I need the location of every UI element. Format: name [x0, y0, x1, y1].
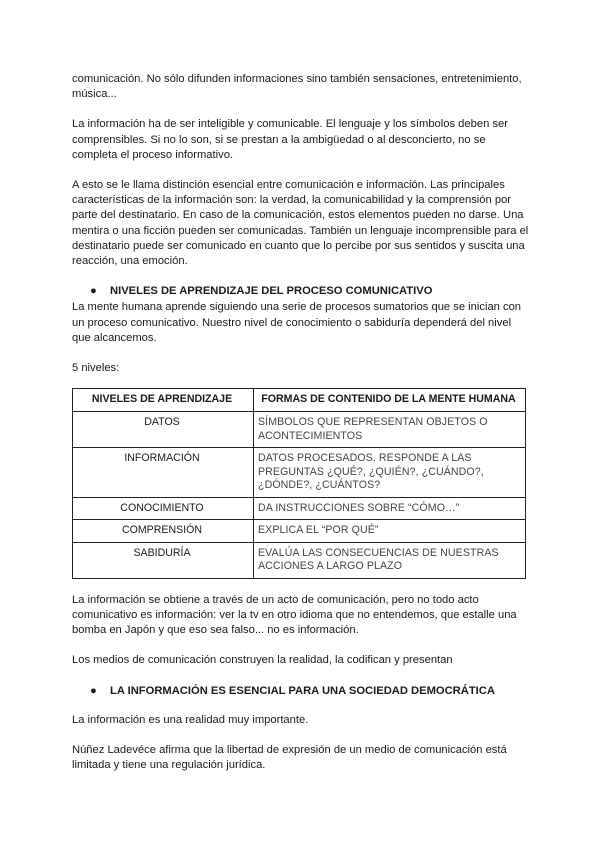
paragraph-acto-comunicacion: La información se obtiene a través de un acto de comunicación, pero no todo acto comunicativo es información: ver la tv en otro idioma que no entendemos, que estalle una bomba en Japón y que eso sea falso... no es información.	[72, 593, 517, 637]
table-cell-level: SABIDURÍA	[73, 542, 254, 578]
section-heading-democratica	[72, 684, 530, 699]
table-header-row	[73, 389, 526, 412]
table-row	[73, 412, 526, 448]
table-cell-form: DA INSTRUCCIONES SOBRE “CÓMO…”	[254, 497, 526, 520]
paragraph-communication-intro: comunicación. No sólo difunden informaciones sino también sensaciones, entretenimiento, música...	[72, 73, 522, 101]
table-row	[73, 448, 526, 498]
table-cell-level: COMPRENSIÓN	[73, 520, 254, 543]
table-row	[73, 497, 526, 520]
bullet-icon: ●	[90, 285, 97, 298]
paragraph-mente-humana: La mente humana aprende siguiendo una serie de procesos sumatorios que se inician con un proceso comunicativo. Nuestro nivel de conocimiento o sabiduría dependerá del nivel que alcancemos.	[72, 301, 522, 344]
levels-table	[72, 388, 526, 579]
table-header-levels: NIVELES DE APRENDIZAJE	[73, 389, 254, 412]
section-heading-niveles	[72, 284, 530, 299]
section-heading-text: NIVELES DE APRENDIZAJE DEL PROCESO COMUNICATIVO	[110, 285, 433, 298]
table-cell-form: EVALÚA LAS CONSECUENCIAS DE NUESTRAS ACCIONES A LARGO PLAZO	[254, 542, 526, 578]
paragraph-levels-intro: 5 niveles:	[72, 362, 120, 375]
document-page	[72, 72, 530, 788]
paragraph-intelligible: La información ha de ser inteligible y comunicable. El lenguaje y los símbolos deben ser comprensibles. Si no lo son, si se prestan a la ambigüedad o al desconcierto, no se completa el proceso informativo.	[72, 118, 508, 161]
section-heading-text: LA INFORMACIÓN ES ESENCIAL PARA UNA SOCIEDAD DEMOCRÁTICA	[110, 684, 495, 697]
table-cell-form: SÍMBOLOS QUE REPRESENTAN OBJETOS O ACONTECIMIENTOS	[254, 412, 526, 448]
paragraph-distinction: A esto se le llama distinción esencial entre comunicación e información. Las principales características de la información son: la verdad, la comunicabilidad y la comprensión por parte del destinatario. En caso de la comunicación, estos elementos pueden no darse. Una mentira o una ficción pueden ser comunicadas. También un lenguaje incomprensible para el destinatario puede ser comunicado en cuanto que lo percibe por sus sentidos y suscita una reacción, una emoción.	[72, 179, 529, 268]
table-row	[73, 542, 526, 578]
paragraph-realidad: La información es una realidad muy importante.	[72, 713, 309, 726]
paragraph-medios: Los medios de comunicación construyen la realidad, la codifican y presentan	[72, 654, 453, 667]
table-cell-form: DATOS PROCESADOS. RESPONDE A LAS PREGUNTAS ¿QUÉ?, ¿QUIÉN?, ¿CUÁNDO?, ¿DÓNDE?, ¿CUÁNTOS?	[254, 448, 526, 498]
bullet-icon: ●	[90, 684, 97, 697]
table-cell-level: INFORMACIÓN	[73, 448, 254, 498]
table-cell-level: CONOCIMIENTO	[73, 497, 254, 520]
paragraph-ladevece: Núñez Ladevéce afirma que la libertad de expresión de un medio de comunicación está limitada y tiene una regulación jurídica.	[72, 743, 507, 772]
table-row	[73, 520, 526, 543]
table-cell-form: EXPLICA EL “POR QUÉ”	[254, 520, 526, 543]
table-cell-level: DATOS	[73, 412, 254, 448]
table-header-forms: FORMAS DE CONTENIDO DE LA MENTE HUMANA	[254, 389, 526, 412]
